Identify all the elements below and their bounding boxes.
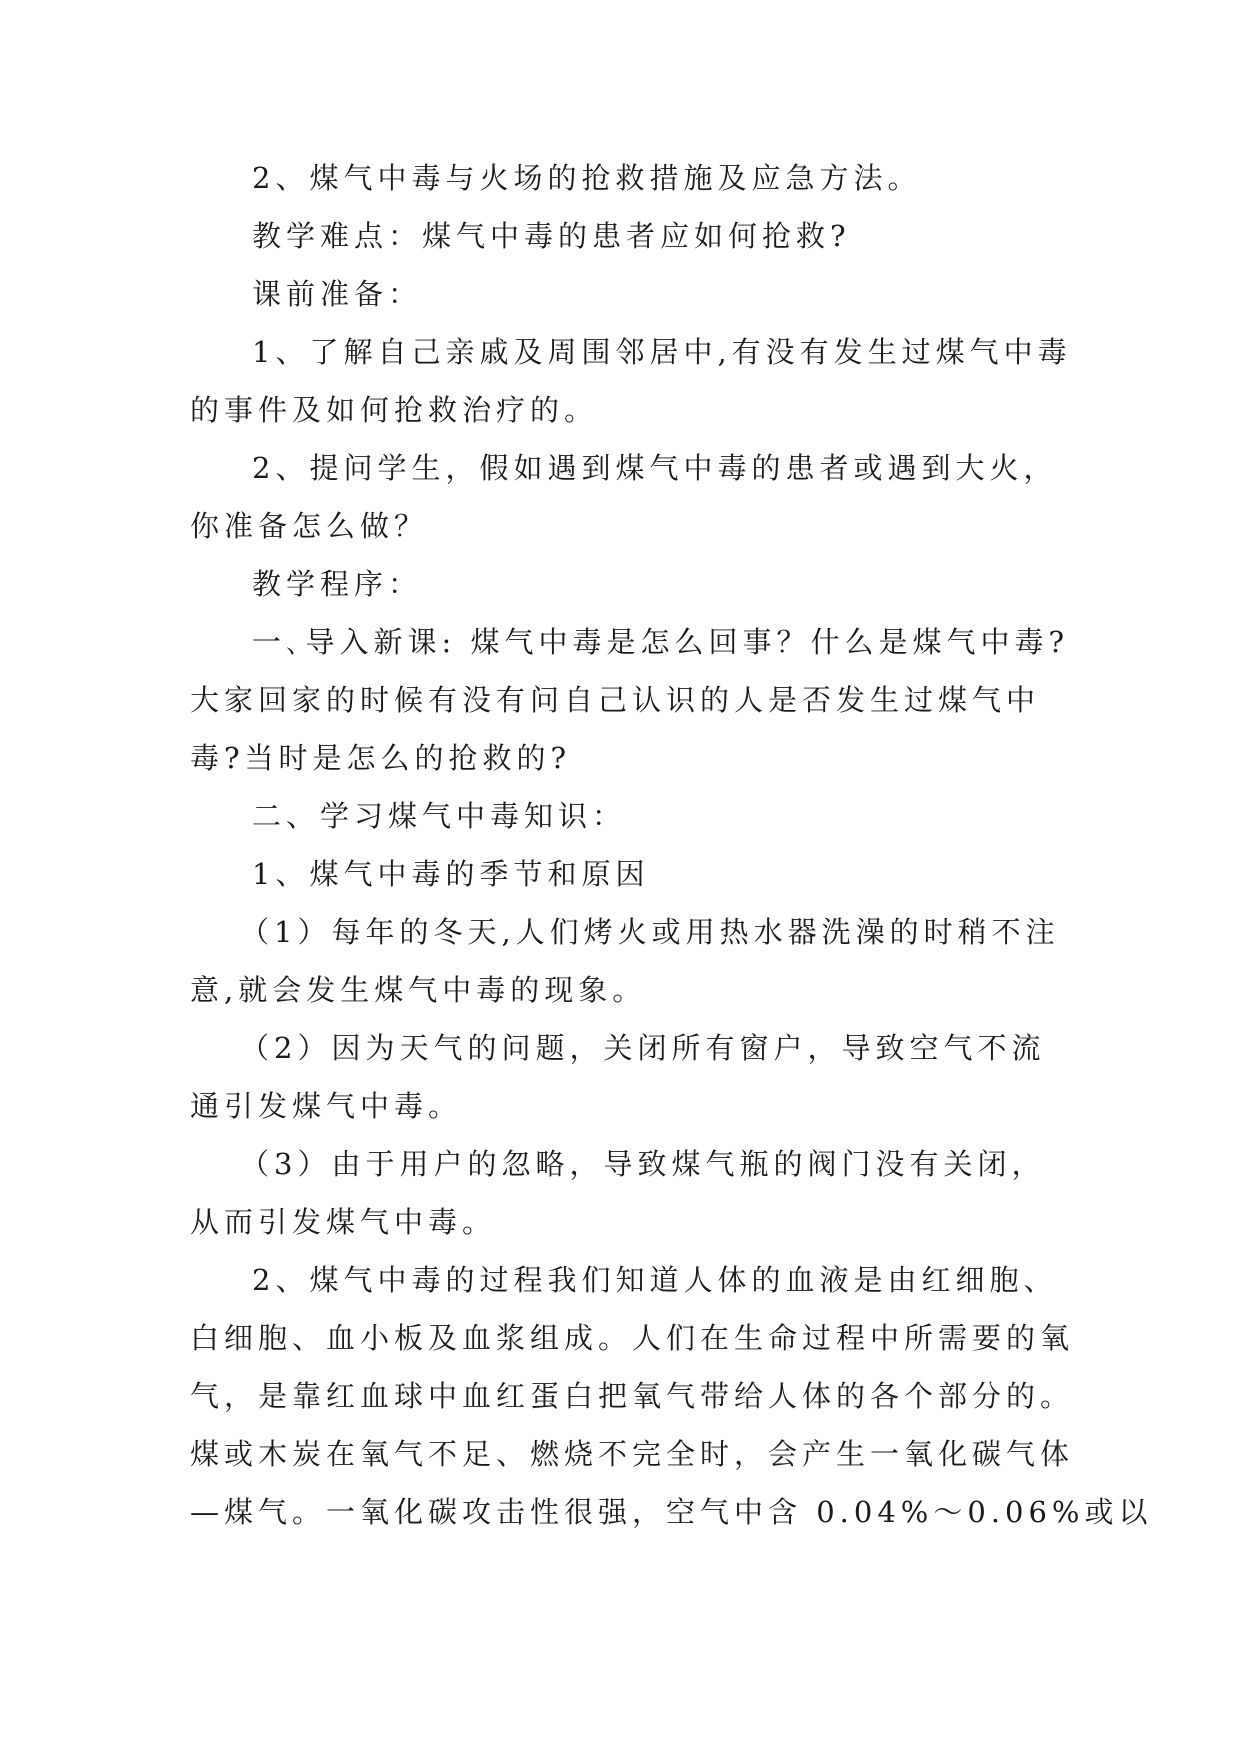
text-line: 一､导入新课: 煤气中毒是怎么回事？什么是煤气中毒? xyxy=(252,625,1070,659)
text-line: 从而引发煤气中毒。 xyxy=(190,1205,497,1239)
text-line: 2、煤气中毒的过程我们知道人体的血液是由红细胞、 xyxy=(252,1263,1058,1297)
text-line: （3）由于用户的忽略，导致煤气瓶的阀门没有关闭， xyxy=(240,1147,1046,1181)
text-line: 1、了解自己亲戚及周围邻居中,有没有发生过煤气中毒 xyxy=(252,335,1072,369)
text-line: 1、煤气中毒的季节和原因 xyxy=(252,857,650,891)
text-line: 大家回家的时候有没有问自己认识的人是否发生过煤气中 xyxy=(190,683,1041,717)
text-line: 煤或木炭在氧气不足、燃烧不完全时，会产生一氧化碳气体 xyxy=(190,1437,1075,1471)
text-line: 意,就会发生煤气中毒的现象。 xyxy=(190,973,647,1007)
text-line: 通引发煤气中毒。 xyxy=(190,1089,463,1123)
text-line: 你准备怎么做？ xyxy=(190,509,429,543)
text-line: （1）每年的冬天,人们烤火或用热水器洗澡的时稍不注 xyxy=(240,915,1060,949)
text-line: （2）因为天气的问题，关闭所有窗户，导致空气不流 xyxy=(240,1031,1046,1065)
text-line: —煤气。一氧化碳攻击性很强，空气中含 0.04%～0.06%或以 xyxy=(190,1495,1153,1529)
text-line: 毒?当时是怎么的抢救的? xyxy=(190,741,572,775)
text-line: 的事件及如何抢救治疗的。 xyxy=(190,393,599,427)
text-line: 气，是靠红血球中血红蛋白把氧气带给人体的各个部分的。 xyxy=(190,1379,1075,1413)
text-line: 教学难点：煤气中毒的患者应如何抢救? xyxy=(252,219,851,253)
text-line: 白细胞、血小板及血浆组成。人们在生命过程中所需要的氧 xyxy=(190,1321,1075,1355)
text-line: 教学程序： xyxy=(252,567,423,601)
text-line: 课前准备： xyxy=(252,277,423,311)
text-line: 二、学习煤气中毒知识： xyxy=(252,799,627,833)
text-line: 2、煤气中毒与火场的抢救措施及应急方法。 xyxy=(252,161,922,195)
text-line: 2、提问学生，假如遇到煤气中毒的患者或遇到大火， xyxy=(252,451,1058,485)
